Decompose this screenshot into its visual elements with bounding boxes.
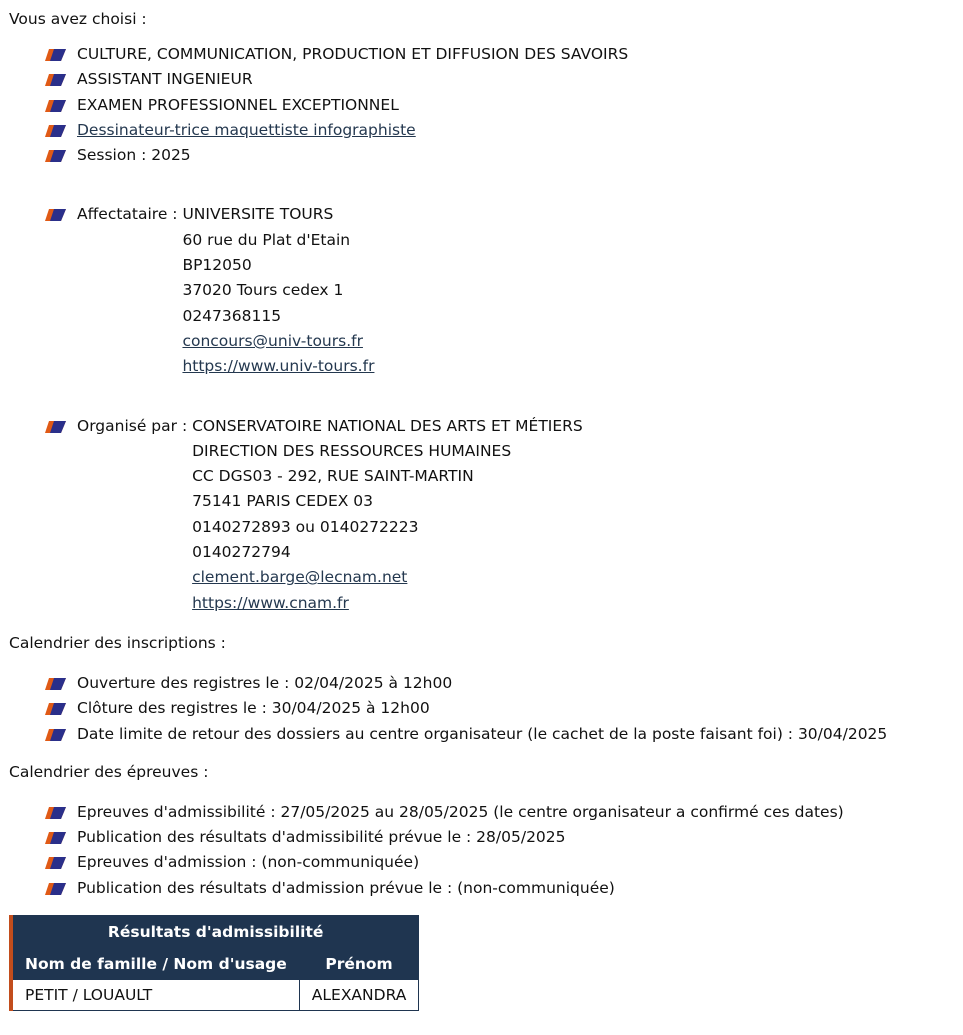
address-line: 37020 Tours cedex 1: [182, 281, 344, 300]
list-item: [45, 143, 963, 168]
table-row: [11, 980, 419, 1011]
bullet-icon: [45, 831, 67, 845]
website-link[interactable]: https://www.cnam.fr: [192, 593, 349, 612]
choix-list: [9, 42, 963, 168]
website-link[interactable]: https://www.univ-tours.fr: [182, 357, 375, 376]
bullet-icon: [45, 48, 67, 62]
heading-epreuves: Calendrier des épreuves :: [9, 762, 209, 781]
job-link[interactable]: Dessinateur-trice maquettiste infographiste: [77, 120, 416, 139]
bullet-icon: [45, 677, 67, 691]
bullet-icon: [45, 149, 67, 163]
bullet-icon: [45, 73, 67, 87]
heading-inscriptions: Calendrier des inscriptions :: [9, 633, 226, 652]
list-item: Date limite de retour des dossiers au centre organisateur (le cachet de la poste faisant foi) : 30/04/2025: [45, 722, 963, 747]
address-line: 60 rue du Plat d'Etain: [182, 230, 351, 249]
list-item: Clôture des registres le : 30/04/2025 à 12h00: [45, 696, 963, 721]
epreuves-list: [9, 800, 963, 901]
address-line: DIRECTION DES RESSOURCES HUMAINES: [192, 441, 512, 460]
list-item: CULTURE, COMMUNICATION, PRODUCTION ET DIFFUSION DES SAVOIRS: [45, 42, 963, 67]
bullet-icon: [45, 856, 67, 870]
column-header-prenom: Prénom: [299, 948, 419, 980]
phone-text: 0247368115: [182, 306, 282, 325]
address-line: CC DGS03 - 292, RUE SAINT-MARTIN: [192, 467, 474, 486]
column-header-nom: Nom de famille / Nom d'usage: [11, 948, 299, 980]
table-title: Résultats d'admissibilité: [11, 916, 419, 948]
bullet-icon: [45, 99, 67, 113]
list-item: Epreuves d'admissibilité : 27/05/2025 au 28/05/2025 (le centre organisateur a confirmé ces dates): [45, 800, 963, 825]
list-item: [45, 414, 963, 616]
bullet-icon: [45, 882, 67, 896]
bullet-icon: [45, 806, 67, 820]
list-item: [45, 202, 963, 379]
resultats-table: [9, 915, 419, 1011]
organisateur-name: CONSERVATOIRE NATIONAL DES ARTS ET MÉTIERS: [192, 416, 583, 435]
list-item: EXAMEN PROFESSIONNEL EXCEPTIONNEL: [45, 93, 963, 118]
list-item: [45, 118, 963, 143]
bullet-icon: [45, 124, 67, 138]
email-link[interactable]: concours@univ-tours.fr: [182, 331, 363, 350]
list-item: Epreuves d'admission : (non-communiquée): [45, 850, 963, 875]
list-item: Publication des résultats d'admissibilité prévue le : 28/05/2025: [45, 825, 963, 850]
phone-text: 0140272893 ou 0140272223: [192, 517, 419, 536]
bullet-icon: [45, 420, 67, 434]
cell-prenom: ALEXANDRA: [299, 980, 419, 1011]
bullet-icon: [45, 728, 67, 742]
address-line: 75141 PARIS CEDEX 03: [192, 492, 374, 511]
list-item: Ouverture des registres le : 02/04/2025 à 12h00: [45, 671, 963, 696]
organisateur-label: Organisé par :: [77, 416, 193, 435]
affectataire-name: UNIVERSITE TOURS: [182, 205, 334, 224]
address-line: BP12050: [182, 256, 252, 275]
bullet-icon: [45, 702, 67, 716]
bullet-icon: [45, 208, 67, 222]
inscriptions-list: [9, 671, 963, 747]
list-item: ASSISTANT INGENIEUR: [45, 67, 963, 92]
organisateur-block: [9, 414, 963, 616]
affectataire-block: [9, 202, 963, 379]
heading-choix: Vous avez choisi :: [9, 10, 147, 28]
phone-text: 0140272794: [192, 543, 291, 562]
email-link[interactable]: clement.barge@lecnam.net: [192, 568, 408, 587]
list-item: Publication des résultats d'admission prévue le : (non-communiquée): [45, 876, 963, 901]
affectataire-label: Affectataire :: [77, 205, 183, 224]
cell-nom: PETIT / LOUAULT: [11, 980, 299, 1011]
session-text: Session : 2025: [77, 146, 191, 165]
